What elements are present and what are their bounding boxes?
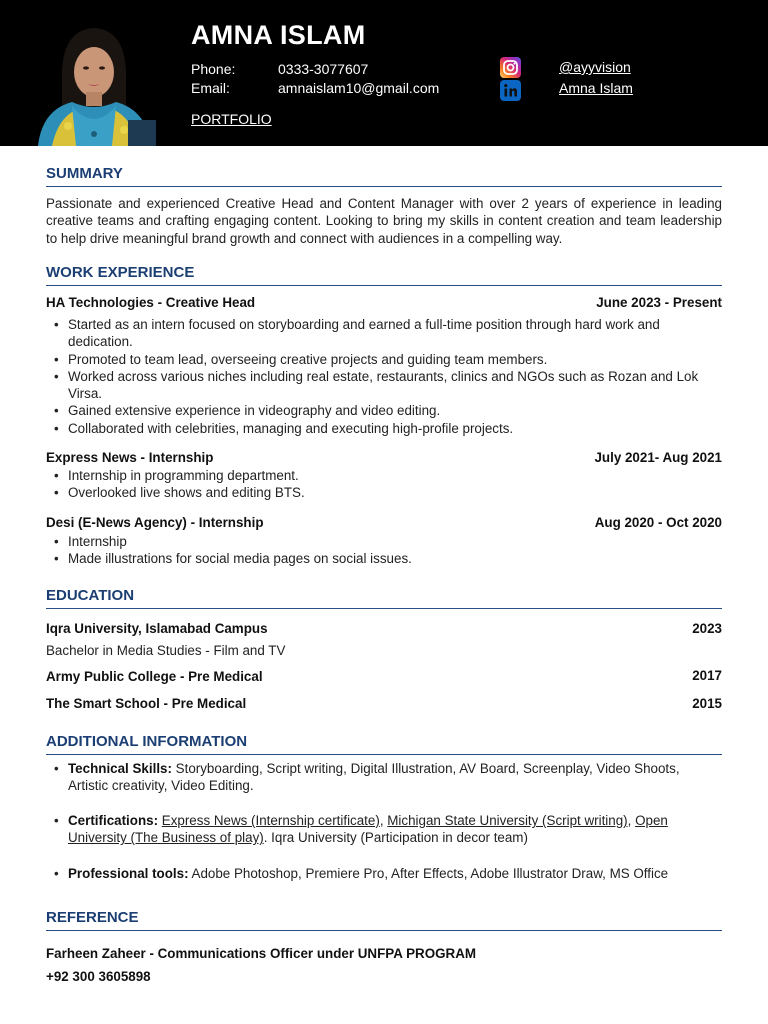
profile-photo [32, 22, 156, 146]
list-item: • Overlooked live shows and editing BTS. [46, 484, 706, 501]
list-item: • Internship [46, 533, 706, 550]
phone-number: 0333-3077607 [278, 61, 369, 77]
technical-skills-label: Technical Skills: [68, 761, 172, 776]
work-experience-heading: WORK EXPERIENCE [46, 264, 195, 281]
professional-tools-item [46, 865, 706, 882]
graduation-year: 2023 [692, 621, 722, 636]
additional-info-heading: ADDITIONAL INFORMATION [46, 733, 248, 750]
header-banner [0, 0, 768, 146]
certificate-link-michigan-state[interactable]: Michigan State University (Script writing) [387, 813, 628, 828]
list-item: • Promoted to team lead, overseeing creative projects and guiding team members. [46, 351, 706, 368]
instagram-icon[interactable] [500, 57, 521, 78]
certifications-list [46, 812, 706, 847]
job-bullets [46, 533, 706, 568]
list-item: • Worked across various niches including real estate, restaurants, clinics and NGOs such as Rozan and Lok Virsa. [46, 368, 706, 403]
summary-text: Passionate and experienced Creative Head and Content Manager with over 2 years of experience in leading creative teams and crafting engaging content. Looking to bring my skills in content creation and team leadership to help drive meaningful brand growth and connect with audiences in a compelling way. [46, 196, 722, 246]
job-date: Aug 2020 - Oct 2020 [594, 515, 722, 530]
additional-info-list [46, 760, 706, 795]
list-item: • Internship in programming department. [46, 467, 706, 484]
technical-skills-text: Storyboarding, Script writing, Digital Illustration, AV Board, Screenplay, Video Shoots, Artistic creativity, Video Editing. [68, 761, 680, 794]
reference-phone: +92 300 3605898 [46, 969, 151, 984]
graduation-year: 2017 [692, 668, 722, 683]
instagram-handle-link[interactable]: @ayyvision [559, 59, 631, 75]
phone-label: Phone: [191, 61, 236, 77]
job-date: July 2021- Aug 2021 [594, 450, 722, 465]
summary-heading: SUMMARY [46, 165, 123, 182]
professional-tools-label: Professional tools: [68, 866, 189, 881]
school-name: Iqra University, Islamabad Campus [46, 621, 268, 636]
certificate-link-open-university[interactable]: Open University (The Business of play) [68, 813, 668, 846]
tools-list [46, 865, 706, 882]
email-address[interactable]: amnaislam10@gmail.com [278, 80, 440, 96]
linkedin-icon[interactable] [500, 80, 521, 101]
certificate-rest: . Iqra University (Participation in decor team) [263, 830, 528, 846]
job-date: June 2023 - Present [596, 295, 722, 310]
job-bullets [46, 316, 706, 437]
reference-divider [46, 930, 722, 931]
education-divider [46, 608, 722, 609]
work-experience-divider [46, 285, 722, 286]
reference-heading: REFERENCE [46, 909, 139, 926]
job-title: Express News - Internship [46, 450, 214, 465]
job-title: HA Technologies - Creative Head [46, 295, 256, 310]
school-name: Army Public College - Pre Medical [46, 669, 263, 684]
candidate-name: AMNA ISLAM [191, 20, 366, 50]
portfolio-link[interactable]: PORTFOLIO [191, 111, 272, 127]
certifications-item [46, 812, 706, 847]
certificate-separator: , [379, 813, 388, 828]
email-label: Email: [191, 80, 230, 96]
graduation-year: 2015 [692, 696, 722, 711]
school-name: The Smart School - Pre Medical [46, 696, 247, 711]
summary-divider [46, 186, 722, 187]
certificate-link-express-news[interactable]: Express News (Internship certificate) [161, 813, 380, 828]
job-title: Desi (E-News Agency) - Internship [46, 515, 264, 530]
list-item: • Started as an intern focused on storyboarding and earned a full-time position through hard work and dedication. [46, 316, 706, 351]
list-item: • Gained extensive experience in videography and video editing. [46, 402, 706, 419]
certifications-label: Certifications: [68, 813, 159, 828]
certificate-separator: , [627, 813, 636, 828]
professional-tools-text: Adobe Photoshop, Premiere Pro, After Effects, Adobe Illustrator Draw, MS Office [188, 866, 669, 881]
reference-name: Farheen Zaheer - Communications Officer under UNFPA PROGRAM [46, 946, 477, 961]
education-heading: EDUCATION [46, 587, 135, 604]
list-item: • Made illustrations for social media pages on social issues. [46, 550, 706, 567]
degree-detail: Bachelor in Media Studies - Film and TV [46, 643, 286, 658]
additional-info-divider [46, 754, 722, 755]
linkedin-profile-link[interactable]: Amna Islam [559, 80, 633, 96]
list-item: • Collaborated with celebrities, managing and executing high-profile projects. [46, 420, 706, 437]
technical-skills-item [46, 760, 706, 795]
job-bullets [46, 467, 706, 502]
